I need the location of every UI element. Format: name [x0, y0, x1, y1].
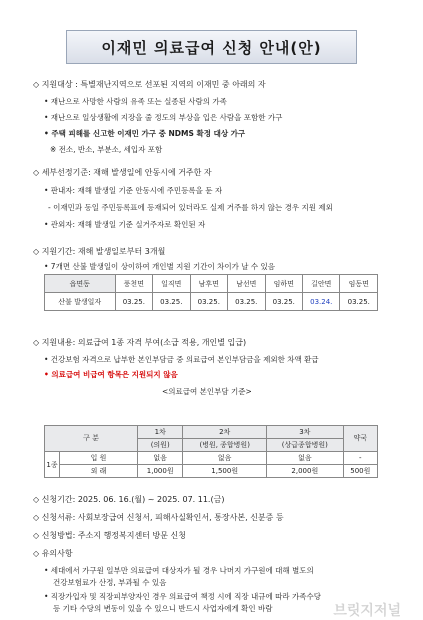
table-cell: 없음 — [267, 452, 344, 465]
table-cell: 1,000원 — [138, 465, 183, 478]
warning-item: • 의료급여 비급여 항목은 지원되지 않음 — [44, 370, 178, 379]
table-cell: - — [343, 452, 377, 465]
table-row-label: 산불 발생일자 — [45, 293, 116, 311]
note-item: ※ 전소, 반소, 부분소, 세입자 포함 — [50, 145, 163, 154]
table-caption: <의료급여 본인부담 기준> — [162, 387, 252, 396]
note-item-cont: 건강보험료가 산정, 부과될 수 있음 — [53, 578, 167, 587]
table-header: 일직면 — [153, 275, 190, 293]
note-item-cont: 등 기타 수당의 변동이 있을 수 있으니 반드시 사업자에게 확인 바람 — [53, 604, 273, 613]
table-header: 구 분 — [45, 426, 138, 452]
table-cell: 03.25. — [115, 293, 152, 311]
table-cell-highlight: 03.24. — [303, 293, 340, 311]
note-item: • 직장가입자 및 직장피부양자인 경우 의료급여 책정 시에 직장 내규에 따라 가족수당 — [44, 592, 321, 601]
table-header: 2차 — [183, 426, 267, 439]
section-period-heading: ◇ 지원기간: 재해 발생일로부터 3개월 — [33, 247, 166, 256]
section-target-heading: ◇ 지원대상 : 특별재난지역으로 선포된 지역의 이재민 중 아래의 자 — [33, 80, 266, 89]
table-cell: 2,000원 — [267, 465, 344, 478]
copay-table — [44, 425, 378, 478]
section-criteria-heading: ◇ 세부선정기준: 재해 발생일에 안동시에 거주한 자 — [33, 168, 212, 177]
table-header: 풍천면 — [115, 275, 152, 293]
list-item: • 관외자: 재해 발생일 기준 실거주자로 확인된 자 — [44, 220, 206, 229]
list-item: • 재난으로 사망한 사람의 유족 또는 실종된 사람의 가족 — [44, 97, 227, 106]
table-cell: 없음 — [138, 452, 183, 465]
table-cell: 1,500원 — [183, 465, 267, 478]
table-cell: 03.25. — [265, 293, 302, 311]
application-method: ◇ 신청방법: 주소지 행정복지센터 방문 신청 — [33, 531, 186, 540]
page-title: 이재민 의료급여 신청 안내(안) — [66, 30, 357, 64]
application-documents: ◇ 신청서류: 사회보장급여 신청서, 피해사실확인서, 통장사본, 신분증 등 — [33, 513, 284, 522]
table-header: 남후면 — [190, 275, 227, 293]
table-header: 3차 — [267, 426, 344, 439]
table-row-label: 입 원 — [60, 452, 138, 465]
list-item: • 건강보험 자격으로 납부한 본인부담금 중 의료급여 본인부담금을 제외한 차액 환급 — [44, 355, 319, 364]
table-header: 길안면 — [303, 275, 340, 293]
list-item: • 7개면 산불 발생일이 상이하여 개인별 지원 기간이 차이가 날 수 있음 — [44, 262, 276, 271]
table-header: 읍면동 — [45, 275, 116, 293]
table-cell: 03.25. — [153, 293, 190, 311]
table-header: 임동면 — [340, 275, 378, 293]
table-header: (병원, 종합병원) — [183, 439, 267, 452]
table-cell: 없음 — [183, 452, 267, 465]
section-content-heading: ◇ 지원내용: 의료급여 1종 자격 부여(소급 적용, 개인별 입급) — [33, 338, 247, 347]
table-header: (의원) — [138, 439, 183, 452]
table-header: (상급종합병원) — [267, 439, 344, 452]
notes-heading: ◇ 유의사항 — [33, 549, 73, 558]
table-row-label: 외 래 — [60, 465, 138, 478]
table-header: 1차 — [138, 426, 183, 439]
fire-date-table — [44, 274, 378, 311]
table-cell: 03.25. — [340, 293, 378, 311]
list-item: - 이재민과 동일 주민등록표에 등재되어 있더라도 실제 거주를 하지 않는 경우 지원 제외 — [48, 203, 333, 212]
table-cell: 500원 — [343, 465, 377, 478]
note-item: • 세대에서 가구원 일부만 의료급여 대상자가 될 경우 나머지 가구원에 대해 별도의 — [44, 566, 314, 575]
table-cell: 03.25. — [190, 293, 227, 311]
table-group-label: 1종 — [45, 452, 60, 478]
table-header: 약국 — [343, 426, 377, 452]
application-period: ◇ 신청기간: 2025. 06. 16.(월) ~ 2025. 07. 11.(금) — [33, 495, 225, 504]
list-item: • 주택 피해를 신고한 이재민 가구 중 NDMS 확정 대상 가구 — [44, 129, 246, 138]
watermark-logo: 브릿지저널 — [333, 603, 401, 619]
list-item: • 판내자: 재해 발생일 기준 안동시에 주민등록을 둔 자 — [44, 186, 223, 195]
table-header: 임하면 — [265, 275, 302, 293]
table-header: 남선면 — [228, 275, 265, 293]
list-item: • 재난으로 일상생활에 지장을 줄 정도의 부상을 입은 사람을 포함한 가구 — [44, 113, 283, 122]
table-cell: 03.25. — [228, 293, 265, 311]
